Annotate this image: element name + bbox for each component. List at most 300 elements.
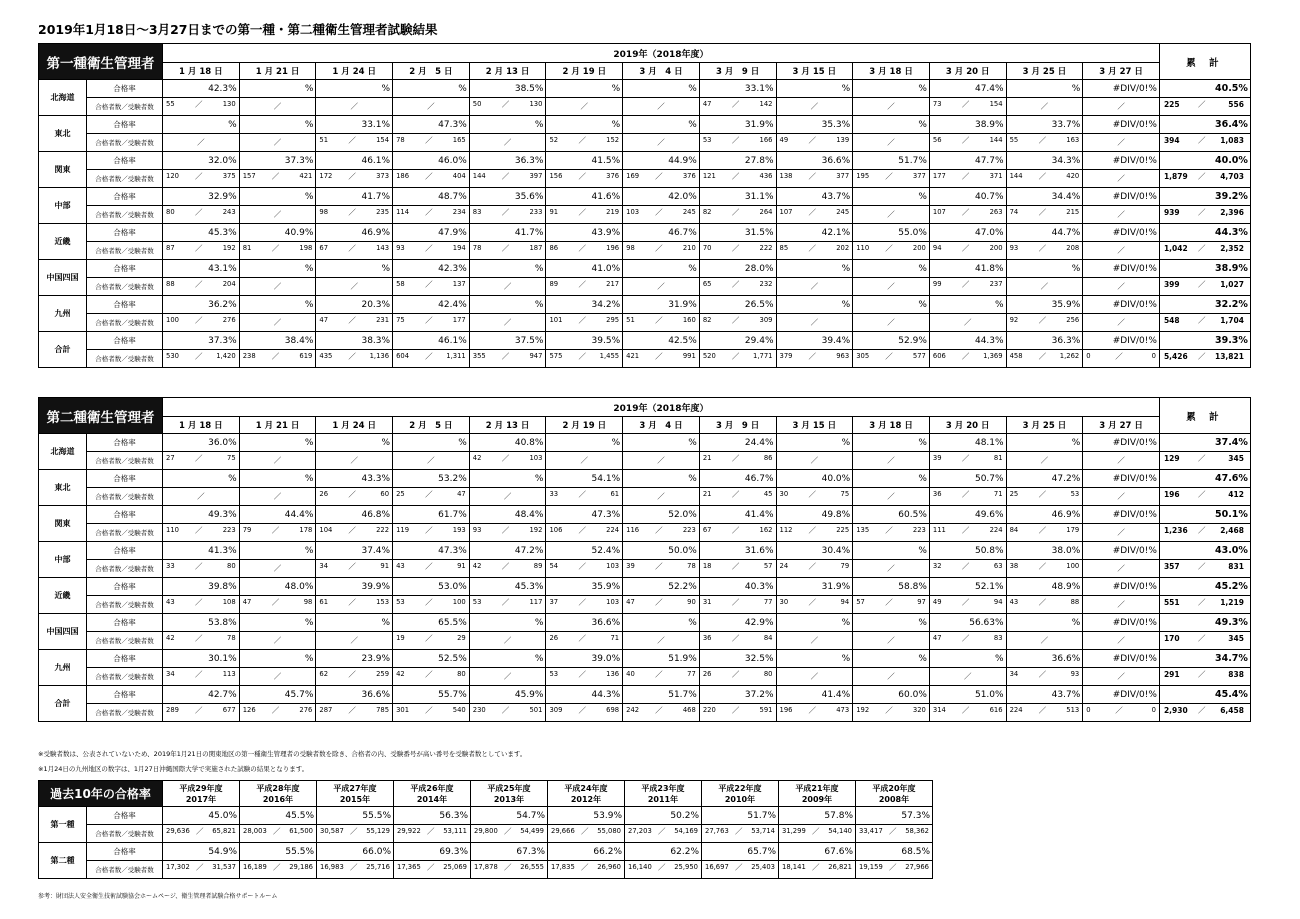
pass-rate-cell: 45.7%	[239, 686, 316, 704]
passed-count: 606	[932, 352, 946, 360]
slash-separator: ／	[808, 352, 816, 361]
exam-date-header: 3 月 4 日	[623, 63, 700, 80]
count-cell	[776, 242, 853, 260]
slash-separator: ／	[501, 244, 510, 253]
year-label: 2017年	[185, 794, 217, 804]
pass-rate-cell: 34.4%	[1006, 188, 1083, 206]
slash-separator: ／	[1197, 598, 1206, 607]
count-cell	[393, 278, 470, 296]
empty-count-cell: ／	[623, 452, 700, 470]
pass-rate-cell: 40.8%	[469, 434, 546, 452]
slash-separator: ／	[889, 863, 897, 872]
passed-count: 27,763	[705, 827, 729, 835]
exam-date-header: 3 月 25 日	[1006, 63, 1083, 80]
count-cell	[393, 314, 470, 332]
passed-count: 37	[549, 598, 559, 606]
row-label-counts: 合格者数／受験者数	[87, 596, 163, 614]
empty-count-cell: ／	[853, 206, 930, 224]
examinee-count: 320	[912, 706, 926, 714]
examinee-count: 61,500	[289, 827, 313, 835]
count-row	[39, 524, 1251, 542]
row-label-rate: 合格率	[87, 614, 163, 632]
slash-separator: ／	[1038, 562, 1047, 571]
pass-rate-cell: 46.7%	[623, 224, 700, 242]
empty-count-cell: ／	[1083, 242, 1160, 260]
count-cell	[239, 704, 316, 722]
count-cell	[853, 350, 930, 368]
passed-count: 26	[702, 670, 712, 678]
count-cell	[623, 206, 700, 224]
passed-count: 575	[549, 352, 563, 360]
count-cell	[316, 668, 393, 686]
pass-rate-cell: 52.2%	[623, 578, 700, 596]
pass-rate-cell: 41.5%	[546, 152, 623, 170]
count-cell	[546, 206, 623, 224]
count-cell	[623, 242, 700, 260]
examinee-count: 577	[912, 352, 926, 360]
count-row	[39, 98, 1251, 116]
count-cell	[623, 350, 700, 368]
pass-rate-cell: %	[776, 296, 853, 314]
pass-rate-cell: 24.4%	[699, 434, 776, 452]
slash-separator: ／	[808, 172, 816, 181]
count-cell	[1006, 350, 1083, 368]
passed-count: 92	[1009, 316, 1019, 324]
row-label-counts: 合格者数／受験者数	[87, 452, 163, 470]
pass-rate-cell: 52.9%	[853, 332, 930, 350]
examinee-count: 103	[606, 562, 620, 570]
count-cell	[316, 524, 393, 542]
pass-rate-cell: 42.0%	[623, 188, 700, 206]
examinee-count: 54,169	[674, 827, 698, 835]
examinee-count: 245	[836, 208, 850, 216]
count-cell	[163, 98, 240, 116]
region-name: 九州	[39, 296, 87, 332]
cumulative-rate-cell: 39.3%	[1159, 332, 1250, 350]
count-cell	[929, 488, 1006, 506]
slash-separator: ／	[731, 244, 740, 253]
empty-count-cell: ／	[469, 278, 546, 296]
slash-separator: ／	[427, 863, 435, 872]
examinee-count: 473	[836, 706, 850, 714]
passed-count: 30	[779, 598, 789, 606]
year-label: 2010年	[724, 794, 756, 804]
pass-rate-cell: #DIV/0!%	[1083, 188, 1160, 206]
slash-separator: ／	[578, 316, 586, 325]
slash-separator: ／	[731, 634, 740, 643]
pass-rate-cell: 47.3%	[393, 116, 470, 134]
year-label: 2013年	[493, 794, 525, 804]
exam-date-header: 1 月 21 日	[239, 417, 316, 434]
exam-date-header: 1 月 24 日	[316, 63, 393, 80]
pass-rate-cell: 46.0%	[393, 152, 470, 170]
region-name: 東北	[39, 116, 87, 152]
examinee-count: 75	[840, 490, 850, 498]
slash-separator: ／	[885, 352, 893, 361]
passed-count: 26	[319, 490, 329, 498]
pass-rate-cell: 52.0%	[623, 506, 700, 524]
examinee-count: 264	[759, 208, 773, 216]
empty-count-cell: ／	[623, 278, 700, 296]
row-label-rate: 合格率	[87, 188, 163, 206]
pass-rate-cell: 42.4%	[393, 296, 470, 314]
year-label: 2011年	[647, 794, 679, 804]
pass-rate-cell: 35.9%	[1006, 296, 1083, 314]
passed-count: 78	[472, 244, 482, 252]
examinee-count: 198	[299, 244, 313, 252]
passed-count: 42	[166, 634, 175, 642]
passed-count: 156	[549, 172, 563, 180]
pass-rate-cell: 20.3%	[316, 296, 393, 314]
slash-separator: ／	[501, 526, 510, 535]
count-cell	[699, 524, 776, 542]
pass-rate-cell: %	[853, 80, 930, 98]
passed-count: 16,189	[243, 863, 267, 871]
slash-separator: ／	[1038, 136, 1047, 145]
slash-separator: ／	[1038, 316, 1047, 325]
pass-rate-cell: 32.5%	[699, 650, 776, 668]
count-cell	[469, 98, 546, 116]
examinee-count: 217	[606, 280, 620, 288]
pass-rate-row	[39, 578, 1251, 596]
passed-count: 121	[702, 172, 716, 180]
slash-separator: ／	[808, 562, 816, 571]
empty-count-cell: ／	[1083, 134, 1160, 152]
pass-rate-cell: %	[623, 80, 700, 98]
row-label-rate: 合格率	[87, 152, 163, 170]
passed-count: 52	[549, 136, 559, 144]
empty-count-cell: ／	[853, 98, 930, 116]
count-cell	[163, 170, 240, 188]
slash-separator: ／	[655, 172, 663, 181]
slash-separator: ／	[501, 706, 510, 715]
pass-rate-cell: 47.3%	[546, 506, 623, 524]
slash-separator: ／	[348, 670, 356, 679]
examinee-count: 0	[1151, 706, 1156, 714]
slash-separator: ／	[1038, 706, 1047, 715]
pass-rate-cell: 44.4%	[239, 506, 316, 524]
pass-rate-cell: %	[163, 116, 240, 134]
total-passed-count: 394	[1163, 136, 1180, 145]
pass-rate-cell: 37.2%	[699, 686, 776, 704]
slash-separator: ／	[961, 598, 970, 607]
slash-separator: ／	[578, 280, 586, 289]
pass-rate-cell: 43.7%	[1006, 686, 1083, 704]
passed-count: 435	[319, 352, 333, 360]
passed-count: 107	[932, 208, 946, 216]
examinee-count: 178	[299, 526, 313, 534]
row-label-counts: 合格者数／受験者数	[87, 524, 163, 542]
passed-count: 43	[166, 598, 175, 606]
slash-separator: ／	[812, 863, 820, 872]
pass-rate-cell: #DIV/0!%	[1083, 470, 1160, 488]
pass-rate-cell: 50.8%	[929, 542, 1006, 560]
empty-count-cell: ／	[1083, 314, 1160, 332]
empty-count-cell: ／	[469, 134, 546, 152]
pass-rate-cell: 40.3%	[699, 578, 776, 596]
passed-count: 242	[626, 706, 640, 714]
region-name: 関東	[39, 506, 87, 542]
total-passed-count: 551	[1163, 598, 1180, 607]
pass-rate-cell: 41.4%	[776, 686, 853, 704]
examinee-count: 222	[759, 244, 773, 252]
count-cell	[163, 278, 240, 296]
examinee-count: 234	[452, 208, 466, 216]
pass-rate-cell: #DIV/0!%	[1083, 296, 1160, 314]
slash-separator: ／	[1038, 352, 1047, 361]
row-label-rate: 合格率	[87, 224, 163, 242]
examinee-count: 54,499	[520, 827, 544, 835]
pass-rate-cell: %	[239, 614, 316, 632]
passed-count: 58	[396, 280, 405, 288]
pass-rate-cell: %	[316, 80, 393, 98]
examinee-count: 130	[222, 100, 236, 108]
passed-count: 34	[1009, 670, 1019, 678]
past-count-cell	[702, 825, 779, 843]
passed-count: 177	[932, 172, 946, 180]
pass-rate-cell: %	[1006, 434, 1083, 452]
examinee-count: 84	[763, 634, 773, 642]
count-cell	[699, 704, 776, 722]
examinee-count: 137	[452, 280, 466, 288]
slash-separator: ／	[1038, 490, 1047, 499]
passed-count: 379	[779, 352, 793, 360]
examinee-count: 619	[299, 352, 313, 360]
region-name: 東北	[39, 470, 87, 506]
slash-separator: ／	[961, 526, 970, 535]
past-count-cell	[625, 825, 702, 843]
count-cell	[699, 206, 776, 224]
passed-count: 98	[626, 244, 635, 252]
pass-rate-row	[39, 506, 1251, 524]
count-cell	[776, 524, 853, 542]
slash-separator: ／	[348, 208, 356, 217]
passed-count: 47	[319, 316, 329, 324]
passed-count: 16,983	[320, 863, 344, 871]
passed-count: 62	[319, 670, 329, 678]
pass-rate-cell: 44.9%	[623, 152, 700, 170]
slash-separator: ／	[350, 863, 358, 872]
slash-separator: ／	[731, 172, 740, 181]
slash-separator: ／	[1197, 670, 1206, 679]
count-row	[39, 560, 1251, 578]
pass-rate-cell: 36.3%	[469, 152, 546, 170]
empty-count-cell: ／	[469, 314, 546, 332]
pass-rate-cell: #DIV/0!%	[1083, 224, 1160, 242]
passed-count: 138	[779, 172, 793, 180]
passed-count: 120	[166, 172, 179, 180]
passed-count: 67	[702, 526, 712, 534]
slash-separator: ／	[348, 316, 356, 325]
slash-separator: ／	[731, 208, 740, 217]
passed-count: 54	[549, 562, 559, 570]
passed-count: 50	[472, 100, 482, 108]
count-cell	[853, 596, 930, 614]
pass-rate-cell: 47.3%	[393, 542, 470, 560]
pass-rate-cell: 60.0%	[853, 686, 930, 704]
examinee-count: 223	[222, 526, 236, 534]
examinee-count: 540	[452, 706, 466, 714]
pass-rate-cell: #DIV/0!%	[1083, 542, 1160, 560]
slash-separator: ／	[195, 316, 203, 325]
passed-count: 93	[396, 244, 405, 252]
passed-count: 196	[779, 706, 793, 714]
slash-separator: ／	[425, 352, 433, 361]
count-cell	[239, 170, 316, 188]
total-examinee-count: 556	[1228, 100, 1244, 109]
region-name: 関東	[39, 152, 87, 188]
past-rate-row	[39, 807, 933, 825]
examinee-count: 93	[1070, 670, 1080, 678]
passed-count: 27,203	[628, 827, 652, 835]
count-cell	[776, 704, 853, 722]
passed-count: 34	[166, 670, 175, 678]
pass-rate-cell: #DIV/0!%	[1083, 506, 1160, 524]
pass-rate-cell: 47.7%	[929, 152, 1006, 170]
examinee-count: 468	[682, 706, 696, 714]
count-cell	[546, 242, 623, 260]
slash-separator: ／	[196, 827, 204, 836]
empty-count-cell: ／	[1083, 278, 1160, 296]
pass-rate-cell: 37.4%	[316, 542, 393, 560]
count-cell	[776, 560, 853, 578]
empty-count-cell: ／	[1083, 170, 1160, 188]
examinee-count: 377	[836, 172, 850, 180]
pass-rate-cell: #DIV/0!%	[1083, 578, 1160, 596]
region-name: 合計	[39, 332, 87, 368]
slash-separator: ／	[961, 100, 970, 109]
slash-separator: ／	[578, 352, 586, 361]
examinee-count: 1,771	[753, 352, 773, 360]
pass-rate-cell: 60.5%	[853, 506, 930, 524]
pass-rate-cell: 44.7%	[1006, 224, 1083, 242]
passed-count: 144	[472, 172, 486, 180]
passed-count: 74	[1009, 208, 1019, 216]
pass-rate-cell: %	[623, 614, 700, 632]
slash-separator: ／	[731, 352, 740, 361]
count-cell	[929, 560, 1006, 578]
empty-count-cell: ／	[316, 632, 393, 650]
examinee-count: 404	[452, 172, 466, 180]
slash-separator: ／	[961, 634, 970, 643]
examinee-count: 202	[836, 244, 850, 252]
examinee-count: 26,555	[520, 863, 544, 871]
count-row	[39, 488, 1251, 506]
cumulative-count-cell	[1159, 596, 1250, 614]
pass-rate-cell: 53.0%	[393, 578, 470, 596]
examinee-count: 192	[222, 244, 236, 252]
cumulative-rate-cell: 38.9%	[1159, 260, 1250, 278]
count-row	[39, 704, 1251, 722]
total-passed-count: 291	[1163, 670, 1180, 679]
past-pass-rate-cell: 66.2%	[548, 843, 625, 861]
cumulative-rate-cell: 40.0%	[1159, 152, 1250, 170]
examinee-count: 196	[606, 244, 620, 252]
slash-separator: ／	[578, 172, 586, 181]
examinee-count: 94	[840, 598, 850, 606]
total-examinee-count: 2,468	[1220, 526, 1244, 535]
slash-separator: ／	[348, 490, 356, 499]
exam-date-header: 2 月 19 日	[546, 63, 623, 80]
region-name: 近畿	[39, 578, 87, 614]
pass-rate-cell: 34.2%	[546, 296, 623, 314]
slash-separator: ／	[501, 454, 510, 463]
examinee-count: 1,262	[1059, 352, 1080, 360]
empty-count-cell: ／	[546, 98, 623, 116]
row-label-rate: 合格率	[87, 470, 163, 488]
passed-count: 17,365	[397, 863, 421, 871]
empty-count-cell: ／	[853, 560, 930, 578]
region-name: 九州	[39, 650, 87, 686]
cumulative-rate-cell: 45.4%	[1159, 686, 1250, 704]
count-cell	[163, 242, 240, 260]
cumulative-rate-cell: 39.2%	[1159, 188, 1250, 206]
empty-count-cell: ／	[623, 488, 700, 506]
empty-count-cell: ／	[393, 98, 470, 116]
slash-separator: ／	[1197, 136, 1206, 145]
passed-count: 57	[856, 598, 865, 606]
pass-rate-cell: 36.6%	[776, 152, 853, 170]
cumulative-rate-cell: 36.4%	[1159, 116, 1250, 134]
pass-rate-cell: %	[239, 116, 316, 134]
row-label-counts: 合格者数／受験者数	[87, 350, 163, 368]
count-cell	[393, 242, 470, 260]
slash-separator: ／	[271, 352, 280, 361]
slash-separator: ／	[961, 352, 970, 361]
pass-rate-cell: 41.0%	[546, 260, 623, 278]
pass-rate-cell: #DIV/0!%	[1083, 614, 1160, 632]
empty-count-cell: ／	[316, 452, 393, 470]
examinee-count: 243	[222, 208, 236, 216]
examinee-count: 179	[1066, 526, 1080, 534]
passed-count: 530	[166, 352, 179, 360]
empty-count-cell: ／	[469, 488, 546, 506]
passed-count: 36	[702, 634, 712, 642]
passed-count: 79	[242, 526, 252, 534]
examinee-count: 27,966	[905, 863, 929, 871]
empty-count-cell: ／	[1083, 524, 1160, 542]
pass-rate-row	[39, 332, 1251, 350]
count-cell	[623, 314, 700, 332]
count-cell	[163, 632, 240, 650]
pass-rate-cell: %	[1006, 260, 1083, 278]
slash-separator: ／	[425, 670, 433, 679]
pass-rate-cell: %	[853, 296, 930, 314]
cumulative-rate-cell: 40.5%	[1159, 80, 1250, 98]
passed-count: 24	[779, 562, 789, 570]
pass-rate-cell: 31.1%	[699, 188, 776, 206]
empty-count-cell: ／	[929, 668, 1006, 686]
passed-count: 18	[702, 562, 712, 570]
count-cell	[163, 206, 240, 224]
slash-separator: ／	[961, 454, 970, 463]
examinee-count: 224	[989, 526, 1003, 534]
count-cell	[546, 350, 623, 368]
empty-count-cell: ／	[776, 632, 853, 650]
pass-rate-cell: 48.4%	[469, 506, 546, 524]
pass-rate-row	[39, 152, 1251, 170]
count-cell	[239, 596, 316, 614]
exam-date-header: 1 月 21 日	[239, 63, 316, 80]
pass-rate-cell: 55.7%	[393, 686, 470, 704]
pass-rate-cell: 31.6%	[699, 542, 776, 560]
slash-separator: ／	[195, 172, 203, 181]
slash-separator: ／	[655, 562, 663, 571]
examinee-count: 80	[457, 670, 466, 678]
examinee-count: 231	[376, 316, 390, 324]
passed-count: 81	[242, 244, 252, 252]
examinee-count: 55,129	[366, 827, 390, 835]
